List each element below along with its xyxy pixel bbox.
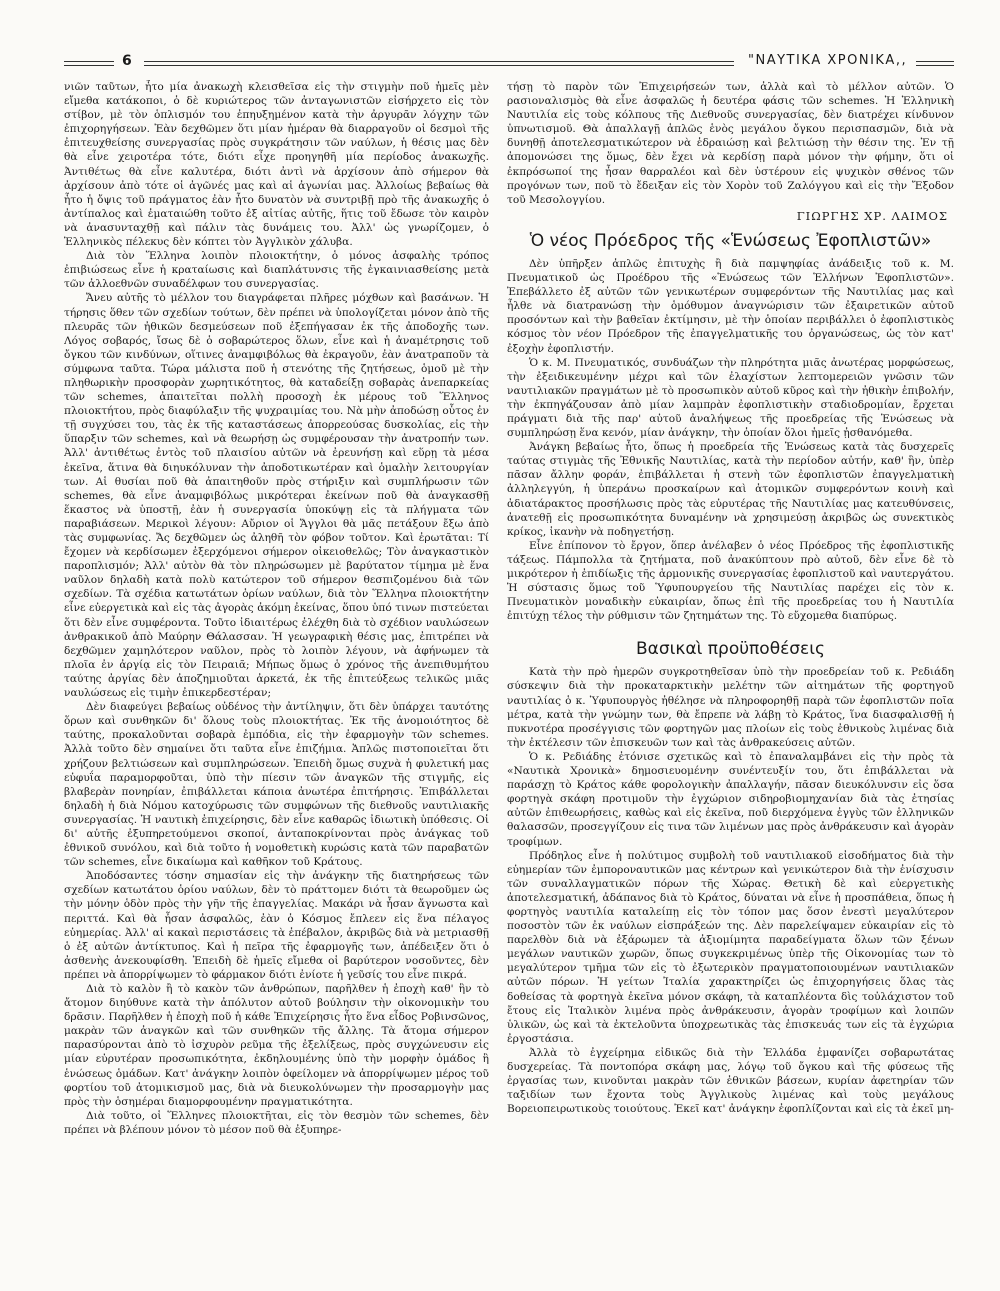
author-signature: ΓΙΩΡΓΗΣ ΧΡ. ΛΑΙΜΟΣ — [796, 208, 948, 223]
header-rule-left — [64, 61, 114, 66]
section-title-basic-conditions: Βασικαὶ προϋποθέσεις — [636, 639, 825, 660]
article-continuation: τήσῃ τὸ παρὸν τῶν Ἐπιχειρήσεών των, ἀλλὰ καὶ τὸ μέλλον αὐτῶν. Ὁ ρασιοναλισμὸς θὰ εἶνε ἀσφαλῶς ἡ δευτέρα φάσις τῶν schemes. Ἡ Ἑλληνικὴ Ναυτιλία εἰς τοὺς κόλπους τῆς Διεθνοῦς συνεργασίας, δὲν διατρέχει κίνδυνον ὑπνωτισμοῦ. Θὰ ἀπαλλαγῇ ἁπλῶς ἑνὸς μεγάλου ὄγκου περισπασμῶν, διὰ νὰ δυνηθῇ ἀποτελεσματικώτερον νὰ ἑδραιώσῃ καὶ βελτιώσῃ τὴν θέσιν της. Ἐν τῇ ἀπομονώσει της ὅμως, δὲν ἔχει νὰ κερδίσῃ παρὰ μόνον τὴν φήμην, ὅτι οἱ ἐκπρόσωποί της ἦσαν θαρραλέοι καὶ δὲν ὑστέρουν εἰς ψυχικὸν σθένος τῶν προγόνων των, ποῦ τὸ ἔδειξαν εἰς τὸν Χορὸν τοῦ Ζαλόγγου καὶ εἰς τὴν Ἔξοδον τοῦ Μεσολογγίου. — [507, 81, 954, 206]
article-paragraph: Δὲν ὑπῆρξεν ἁπλῶς ἐπιτυχὴς ἢ διὰ παμψηφίας ἀνάδειξις τοῦ κ. Μ. Πνευματικοῦ ὡς Προέδρου τῆς «Ἑνώσεως τῶν Ἑλλήνων Ἐφοπλιστῶν». Ἐπεβάλλετο ἐξ αὐτῶν τῶν γενικωτέρων συμφερόντων τῆς Ναυτιλίας μας καὶ ἦλθε νὰ διατρανώσῃ τὴν ὁμόθυμον ἀναγνώρισιν τῶν ἐξαιρετικῶν αὐτοῦ προσόντων καὶ τὴν βαθεῖαν ἐκτίμησιν, μὲ τὴν ὁποίαν περιβάλλει ὁ ἐφοπλιστικὸς κόσμος τὸν νέον Πρόεδρον τῆς ἐπαγγελματικῆς του ὀργανώσεως, ὡς τὸν κατ' ἐξοχὴν ἐφοπλιστήν. — [507, 257, 954, 355]
article-paragraph: Ἀποδόσαντες τόσην σημασίαν εἰς τὴν ἀνάγκην τῆς διατηρήσεως τῶν σχεδίων κατωτάτου ὁρίου ναύλων, δὲν τὸ πράττομεν διότι τὰ θεωροῦμεν ὡς τὴν μόνην ὁδὸν πρὸς τὴν γῆν τῆς ἐπαγγελίας. Μακάρι νὰ ἦσαν ἄγνωστα καὶ περιττά. Καὶ θὰ ἦσαν ἀσφαλῶς, ἐὰν ὁ Κόσμος ἔπλεεν εἰς ἕνα πέλαγος εὐημερίας. Ἀλλ' αἱ κακαὶ περιστάσεις τὰ ἐπέβαλον, ἀκριβῶς διὰ νὰ μετριασθῇ ὁ ἐξ αὐτῶν ἀντίκτυπος. Καὶ ἡ πεῖρα τῆς ἐφαρμογῆς των, ἀπέδειξεν ὅτι ὁ ἀσθενὴς ἀνεκουφίσθη. Ἐπειδὴ δὲ ἡμεῖς εἴμεθα οἱ βαρύτερον νοσοῦντες, δὲν πρέπει νὰ ἀπορρίψωμεν τὸ φάρμακον διότι ἐνίοτε ἡ γεῦσίς του εἶνε πικρά. — [64, 870, 489, 981]
article-paragraph: Ὁ κ. Ρεδιάδης ἐτόνισε σχετικῶς καὶ τὸ ἐπαναλαμβάνει εἰς τὴν πρὸς τὰ «Ναυτικὰ Χρονικὰ» δημοσιευομένην συνέντευξίν του, ὅτι ἐπιβάλλεται νὰ παράσχῃ τὸ Κράτος κάθε φορολογικὴν ἀπαλλαγήν, πᾶσαν διευκόλυνσιν εἰς ὅσα φορτηγὰ σκάφη προτιμοῦν τὴν ἐγχώριον σιδηροβιομηχανίαν διὰ τὰς ἐτησίας αὐτῶν ἐπιθεωρήσεις, καθὼς καὶ εἰς ἐκεῖνα, ποῦ διερχόμενα ἐγγὺς τῶν ἑλληνικῶν θαλασσῶν, προσεγγίζουν εἰς τινα τῶν λιμένων μας πρὸς ἀνθράκευσιν καὶ ἀγορὰν τροφίμων. — [507, 750, 954, 848]
left-column — [64, 80, 489, 1260]
article-paragraph: Διὰ τὸ καλὸν ἢ τὸ κακὸν τῶν ἀνθρώπων, παρῆλθεν ἡ ἐποχὴ καθ' ἣν τὸ ἄτομον διηύθυνε κατὰ τὴν ἀπόλυτον αὐτοῦ βούλησιν τὴν οἰκονομικὴν του δρᾶσιν. Παρῆλθεν ἡ ἐποχὴ ποῦ ἡ κάθε Ἐπιχείρησις ἧτο ἕνα εἶδος Ροβινσῶνος, μακρὰν τῶν ἀναγκῶν καὶ τῶν συνθηκῶν τῆς ἄλλης. Τὰ ἄτομα σήμερον παρασύρονται ἀπὸ τὸ ἰσχυρὸν ρεῦμα τῆς ἐξελίξεως, πρὸς συγχώνευσιν εἰς μίαν εὐρυτέραν προσωπικότητα, ἐκδηλουμένης ὑπὸ τὴν μορφὴν ὁμάδος ἢ ἑνώσεως ὁμάδων. Κατ' ἀνάγκην λοιπὸν ὀφείλομεν νὰ ἀπορρίψωμεν μέρος τοῦ φορτίου τοῦ ἀτομικισμοῦ μας, διὰ νὰ διευκολύνωμεν τὴν προσαρμογὴν μας πρὸς τὴν ὁσημέραι διαμορφουμένην πραγματικότητα. — [64, 983, 489, 1108]
article-paragraph: Διὰ τοῦτο, οἱ Ἕλληνες πλοιοκτῆται, εἰς τὸν θεσμὸν τῶν schemes, δὲν πρέπει νὰ βλέπουν μόνον τὸ μέσον ποῦ θὰ ἐξυπηρε- — [64, 1109, 489, 1136]
article-paragraph: Πρόδηλος εἶνε ἡ πολύτιμος συμβολὴ τοῦ ναυτιλιακοῦ εἰσοδήματος διὰ τὴν εὐημερίαν τῶν ἐμποροναυτικῶν μας κέντρων καὶ γενικώτερον διὰ τὴν ἐνίσχυσιν τῶν συναλλαγματικῶν πόρων τῆς Χώρας. Θετικὴ δὲ καὶ εὐεργετικὴς ἀποτελεσματική, ἀδάπανος διὰ τὸ Κράτος, δύναται νὰ εἶνε ἡ προσπάθεια, ὅπως ἡ φορτηγὸς ναυτιλία καταλείπῃ εἰς τὸν τόπον μας ὅσον ἐνεστὶ μεγαλύτερον ποσοστὸν τῶν ἐκ ναύλων εἰσπράξεών της. Δὲν παρελείψαμεν εὐκαιρίαν εἰς τὸ παρελθὸν διὰ νὰ ἐξάρωμεν τὰ ἀξιομίμητα παραδείγματα ὅλων τῶν ξένων μεγάλων ναυτικῶν χωρῶν, ὅπως συγκεκριμένως ὑπὲρ τῆς Οἰκονομίας των τὸ μεγαλύτερον τμῆμα τῶν εἰς τὸ ἐξωτερικὸν πραγματοποιουμένων ναυτιλιακῶν αὐτῶν πόρων. Ἡ γείτων Ἰταλία χαρακτηρίζει ὡς ἐπιχορηγήσεις ὅλας τὰς δοθείσας τὰ φορτηγὰ ἐκεῖνα μόνον σκάφη, τὰ καταπλέοντα δὶς τοὐλάχιστον τοῦ ἔτους εἰς Ἰταλικὸν λιμένα πρὸς ἀνθράκευσιν, ἀγορὰν τροφίμων καὶ λοιπῶν ὑλικῶν, ὡς καὶ τὰ ἐκτελοῦντα ὑποχρεωτικὰς τὰς ἐπισκευάς των εἰς τὰ ἐγχώρια ἐργοστάσια. — [507, 849, 954, 1045]
right-column — [507, 80, 954, 1260]
article-paragraph: Δὲν διαφεύγει βεβαίως οὐδένος τὴν ἀντίληψιν, ὅτι δὲν ὑπάρχει ταυτότης ὅρων καὶ συνθηκῶν δι' ὅλους τοὺς πλοιοκτήτας. Ἐκ τῆς ἀνομοιότητος δὲ ταύτης, προκαλοῦνται σοβαρὰ ἐμπόδια, εἰς τὴν ἐφαρμογὴν τῶν schemes. Ἀλλὰ τοῦτο δὲν σημαίνει ὅτι ταῦτα εἶνε ἐπιζήμια. Ἁπλῶς πιστοποιεῖται ὅτι χρήζουν βελτιώσεων καὶ συμπληρώσεων. Ἐπειδὴ ὅμως συχνὰ ἡ φυλετική μας εὐφυΐα παραμορφοῦται, ὑπὸ τὴν πίεσιν τῶν ἀναγκῶν τῆς στιγμῆς, εἰς βλαβερὰν πονηρίαν, ἐπιβάλλεται κάποια ἀνωτέρα ἐπιτήρησις. Ἐπιβάλλεται δηλαδὴ ἡ διὰ Νόμου κατοχύρωσις τῶν συμφώνων τῆς διεθνοῦς ναυτιλιακῆς συνεργασίας. Ἡ ναυτικὴ ἐπιχείρησις, δὲν εἶνε καθαρῶς ἰδιωτικὴ ὑπόθεσις. Οἱ δι' αὐτῆς ἐξυπηρετούμενοι σκοποί, ἀνταποκρίνονται πρὸς ἀνάγκας τοῦ ἐθνικοῦ συνόλου, καὶ διὰ τοῦτο ἡ νομοθετικὴ κυρώσις κατὰ τῶν παραβατῶν τῶν schemes, εἶνε δικαίωμα καὶ καθῆκον τοῦ Κράτους. — [64, 701, 489, 869]
article-paragraph: Ἀνάγκη βεβαίως ἧτο, ὅπως ἡ προεδρεία τῆς Ἑνώσεως κατὰ τὰς δυσχερεῖς ταύτας στιγμὰς τῆς Ἐθνικῆς Ναυτιλίας, κατὰ τὴν περίοδον αὐτήν, καθ' ἣν, ὑπὲρ πᾶσαν ἄλλην φοράν, ἐπιβάλλεται ἡ στενὴ τῶν ἐφοπλιστῶν ἐπαγγελματικὴ ἀλληλεγγύη, ἡ ὑπεράνω προσκαίρων καὶ ἀτομικῶν συμφερόντων κοινὴ καὶ ἀδιατάρακτος προσήλωσις πρὸς τὰς εὐρυτέρας τῆς Ναυτιλίας μας κατευθύνσεις, ἀνατεθῇ εἰς προσωπικότητα δυναμένην νὰ χρησιμεύσῃ ἀκριβῶς ὡς συνεκτικὸς κρίκος, ἱκανὴν νὰ ποδηγετήσῃ. — [507, 441, 954, 538]
article-paragraph: Εἶνε ἐπίπονον τὸ ἔργον, ὅπερ ἀνέλαβεν ὁ νέος Πρόεδρος τῆς ἐφοπλιστικῆς τάξεως. Πάμπολλα τὰ ζητήματα, ποῦ ἀνακύπτουν πρὸ αὐτοῦ, δὲν εἶνε δὲ τὸ μικρότερον ἡ ἐπιδίωξις τῆς ἁρμονικῆς συνεργασίας ἐφοπλιστοῦ καὶ ναυτεργάτου. Ἡ σύστασις ὅμως τοῦ Ὑφυπουργείου τῆς Ναυτιλίας παρέχει εἰς τὸν κ. Πνευματικὸν μοναδικὴν εὐκαιρίαν, ὅπως ἐπὶ τῆς προεδρείας του ἡ Ναυτιλία ἐπιτύχῃ τέλος τὴν ρύθμισιν τῶν ζητημάτων της. Τὸ εὔχομεθα διαπύρως. — [507, 539, 954, 623]
header-rule-right — [916, 61, 954, 66]
article-paragraph: Ἀλλὰ τὸ ἐγχείρημα εἰδικῶς διὰ τὴν Ἑλλάδα ἐμφανίζει σοβαρωτάτας δυσχερείας. Τὰ ποντοπόρα σκάφη μας, λόγῳ τοῦ ὄγκου καὶ τῆς φύσεως τῆς ἐργασίας των, κινοῦνται μακρὰν τῶν ἐθνικῶν βάσεων, κυρίαν ἀφετηρίαν τῶν ταξιδίων των ἔχοντα τοὺς Ἀγγλικοὺς λιμένας καὶ τοὺς μεγάλους Βορειοπειρωτικοὺς τοιούτους. Ἐκεῖ κατ' ἀνάγκην ἐφοπλίζονται καὶ εἰς τὰ ἐκεῖ μη- — [507, 1046, 954, 1116]
publication-title: "ΝΑΥΤΙΚΑ ΧΡΟΝΙΚΑ,, — [748, 53, 908, 68]
article-paragraph: Ἄνευ αὐτῆς τὸ μέλλον του διαγράφεται πλῆρες μόχθων καὶ βασάνων. Ἡ τήρησις ὅθεν τῶν σχεδίων τούτων, δὲν πρέπει νὰ ὑπολογίζεται μόνον ἀπὸ τῆς πλευρᾶς τῶν ἠθικῶν δεσμεύσεων ποῦ ἐξεπήγασαν ἐκ τῆς ἀποδοχῆς των. Λόγος σοβαρός, ἴσως δὲ ὁ σοβαρώτερος ὅλων, εἶνε καὶ ἡ ἀναμέτρησις τοῦ ὄγκου τῶν κινδύνων, οἵτινες ἀναμφιβόλως θὰ ἐκραγοῦν, ἐὰν ἀνατραποῦν τὰ σύμφωνα ταῦτα. Τώρα μάλιστα ποῦ ἡ στενότης τῆς ζητήσεως, ὁμοῦ μὲ τὴν πληθωρικὴν προσφορὰν χωρητικότητος, θὰ καταδείξῃ σοβαρὰς ἀνεπαρκείας τῶν schemes, ἀπαιτεῖται πολλὴ προσοχὴ ἐκ μέρους τοῦ Ἕλληνος πλοιοκτήτου, πρὸς διαφύλαξιν τῆς ψυχραιμίας του. Νὰ μὴν ἀποδώσῃ οὗτος ἐν τῇ συγχύσει του, τὰς ἐκ τῆς καταστάσεως ἀπορρεούσας δυσκολίας, εἰς τὴν ὕπαρξιν τῶν schemes, καὶ νὰ θεωρήσῃ ὡς συμφέρουσαν τὴν ἀνατροπήν των. Ἀλλ' ἀντιθέτως ἐντὸς τοῦ πλαισίου αὐτῶν νὰ ἐρευνήσῃ καὶ εὕρῃ τὰ μέσα ἐκεῖνα, ἅτινα θὰ διηυκόλυναν τὴν ἀποδοτικωτέραν καὶ ὁμαλὴν λειτουργίαν των. Αἱ θυσίαι ποῦ θὰ ἀπαιτηθοῦν πρὸς στήριξιν καὶ συμπλήρωσιν τῶν schemes, θὰ εἶνε ἀναμφιβόλως μικρότεραι ἐκείνων ποῦ θὰ ἀναγκασθῇ ἕκαστος νὰ ὑποστῇ, ἐὰν ἡ συνεργασία ὑποκύψῃ εἰς τὰ πλήγματα τῶν παραβιάσεων. Μερικοὶ λέγουν: Αὔριον οἱ Ἄγγλοι θὰ μᾶς πετάξουν ἔξω ἀπὸ τὰς συμφωνίας. Ἄς δεχθῶμεν ὡς ἀληθῆ τὸν φόβον τοῦτον. Καὶ ἐρωτᾶται: Τί ἔχομεν νὰ κερδίσωμεν ἐξερχόμενοι σήμερον οἰκειοθελῶς; Τὸν ἀναγκαστικὸν παροπλισμόν; Ἀλλ' αὐτὸν θὰ τὸν πληρώσωμεν μὲ βαρύτατον τίμημα μὲ ἕνα ναῦλον δηλαδὴ κατὰ πολὺ κατώτερον τοῦ σήμερον θεσπιζομένου διὰ τῶν σχεδίων. Τὰ σχέδια κατωτάτων ὁρίων ναύλων, διὰ τὸν Ἕλληνα πλοιοκτήτην εἶνε εὐεργετικὰ καὶ εἰς τὰς ἀγορὰς ἀκόμη ἐκείνας, ὅπου ὑπό τινων πιστεύεται ὅτι δὲν εἶνε συμφέροντα. Τοῦτο ἰδιαιτέρως ἐλέχθη διὰ τὸ σχέδιον ναυλώσεων ἀνθρακικοῦ ἀπὸ Μαύρην Θάλασσαν. Ἡ γεωγραφικὴ θέσις μας, ἐπιτρέπει νὰ δεχθῶμεν χαμηλότερον ναῦλον, πρὸς τὸ λοιπὸν λέγουν, νὰ ἀφήνωμεν τὰ πλοῖα ἐν ἀργίᾳ εἰς τὸν Πειραιᾶ; Μήπως ὅμως ὁ χρόνος τῆς ἀνεπιθυμήτου ταύτης ἀργίας δὲν ἀποζημιοῦται ἀρκετά, ἐκ τῆς ἐπιτεύξεως τελικῶς μιᾶς ναυλώσεως εἰς τιμὴν ἐπικερδεστέραν; — [64, 292, 489, 700]
article-paragraph: Ὁ κ. Μ. Πνευματικός, συνδυάζων τὴν πληρότητα μιᾶς ἀνωτέρας μορφώσεως, τὴν ἐξειδικευμένην μέχρι καὶ τῶν ἐλαχίστων λεπτομερειῶν γνῶσιν τῶν ναυτιλιακῶν πραγμάτων μὲ τὸ προσωπικὸν αὐτοῦ κῦρος καὶ τὴν ἠθικὴν ἐπιβολήν, τὴν ἐκπηγάζουσαν ἀπὸ μίαν λαμπρὰν ἐφοπλιστικὴν σταδιοδρομίαν, ἔρχεται πράγματι διὰ τῆς παρ' αὐτοῦ ἀναλήψεως τῆς προεδρείας τῆς Ἑνώσεως νὰ συμπληρώσῃ ἕνα κενόν, μίαν ἀνάγκην, τὴν ὁποίαν ὅλοι ἡμεῖς ᾐσθανόμεθα. — [507, 356, 954, 440]
section-title-new-president: Ὁ νέος Πρόεδρος τῆς «Ἑνώσεως Ἐφοπλιστῶν» — [529, 230, 932, 251]
article-paragraph: νιῶν ταῦτων, ἧτο μία ἀνακωχὴ κλεισθεῖσα εἰς τὴν στιγμὴν ποῦ ἡμεῖς μὲν εἴμεθα κατάκοποι, ὁ δὲ κυριώτερος τῶν ἀνταγωνιστῶν εἰσήρχετο εἰς τὸν στίβον, μὲ τὸν ὁπλισμόν του ἐπηυξημένον κατὰ τὴν ἀργυρᾶν λόγχην τῶν ἐπιχορηγήσεων. Ἐὰν δεχθῶμεν ὅτι μίαν ἡμέραν θὰ διαρραγοῦν οἱ δεσμοὶ τῆς ἐπιτευχθείσης συνεργασίας πρὸς συγκράτησιν τῶν ναύλων, ἡ θέσις μας δὲν θὰ εἶνε χειροτέρα τότε, διότι εἶχε προηγηθῆ μία περίοδος ἀνακωχῆς. Ἀντιθέτως θὰ εἶνε καλυτέρα, διότι ἀντὶ νὰ ἀρχίσουν ἀπὸ σήμερον θὰ ἀρχίσουν ἀπὸ τότε οἱ ἀγῶνές μας καὶ αἱ ἀγωνίαι μας. Ἀλλοίως βεβαίως θὰ ἧτο ἡ ὄψις τοῦ πράγματος ἐὰν ἧτο δυνατὸν νὰ συντριβῇ πρὸ τῆς ἀνακωχῆς ὁ ἀντίπαλος καὶ ἐματαιώθη τοῦτο ἐξ αἰτίας αὐτῆς, ἥτις τοῦ ἔδωσε τὸν καιρὸν νὰ ἀνασυνταχθῇ καὶ πάλιν τὰς δυνάμεις του. Ἀλλ' ὡς γνωρίζομεν, ὁ Ἑλληνικὸς πέλεκυς δὲν κόπτει τὸν Ἀγγλικὸν χάλυβα. — [64, 81, 489, 249]
page-header — [64, 55, 954, 75]
article-paragraph: Κατὰ τὴν πρὸ ἡμερῶν συγκροτηθεῖσαν ὑπὸ τὴν προεδρείαν τοῦ κ. Ρεδιάδη σύσκεψιν διὰ τὴν προκαταρκτικὴν μελέτην τῶν αἰτημάτων τῆς φορτηγοῦ ναυτιλίας ὁ κ. Ὑφυπουργὸς ἠθέλησε νὰ πληροφορηθῇ παρὰ τῶν ἐφοπλιστῶν ποῖα μέτρα, κατὰ τὴν γνώμην των, θὰ ἔπρεπε νὰ λάβῃ τὸ Κράτος, ἵνα διασφαλισθῇ ἡ πυκνοτέρα προσέγγισις τῶν φορτηγῶν μας πλοίων εἰς τοὺς ἐθνικοὺς λιμένας διὰ τὴν ἐκτέλεσιν τῶν ἐπισκευῶν των καὶ τὰς ἀνθρακεύσεις αὐτῶν. — [507, 666, 954, 749]
header-rule-middle — [144, 61, 734, 66]
article-paragraph: Διὰ τὸν Ἕλληνα λοιπὸν πλοιοκτήτην, ὁ μόνος ἀσφαλὴς τρόπος ἐπιβιώσεως εἶνε ἡ κραταίωσις καὶ διαπλάτυνσις τῆς ἐγκαινιασθείσης μετὰ τῶν ἀλλοεθνῶν συναδέλφων του συνεργασίας. — [64, 250, 489, 291]
page-number: 6 — [122, 53, 132, 69]
